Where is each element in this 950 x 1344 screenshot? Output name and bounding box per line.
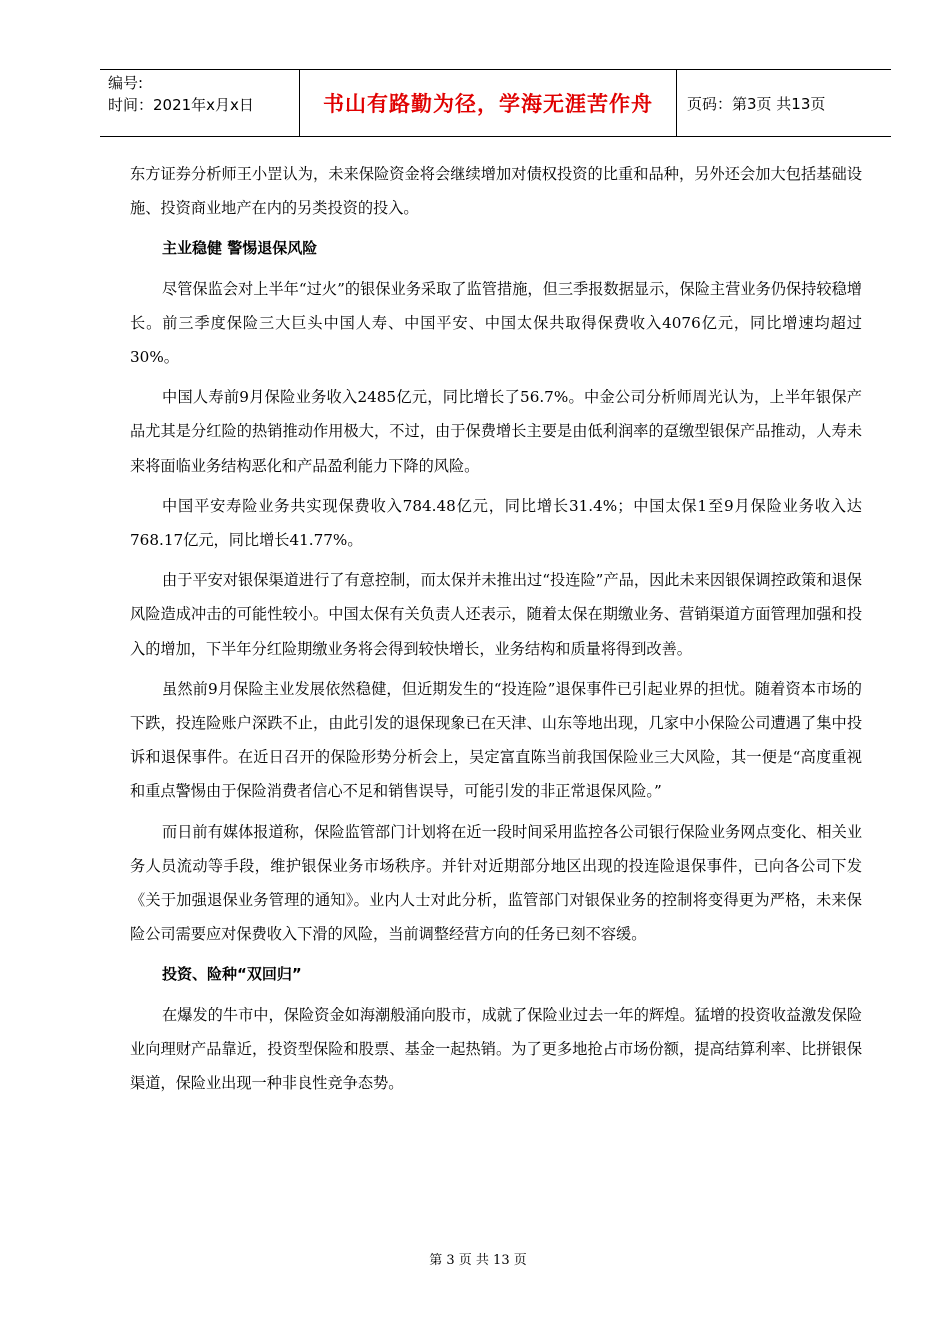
header-meta — [100, 70, 300, 136]
paragraph: 在爆发的牛市中，保险资金如海潮般涌向股市，成就了保险业过去一年的辉煌。猛增的投资收益激发保险业向理财产品靠近，投资型保险和股票、基金一起热销。为了更多地抢占市场份额，提高结算利率、比拼银保渠道，保险业出现一种非良性竞争态势。 — [130, 1005, 862, 1093]
document-body — [130, 157, 862, 1100]
header-page-cell — [677, 70, 891, 136]
paragraph: 由于平安对银保渠道进行了有意控制，而太保并未推出过“投连险”产品，因此未来因银保调控政策和退保风险造成冲击的可能性较小。中国太保有关负责人还表示，随着太保在期缴业务、营销渠道方面管理加强和投入的增加，下半年分红险期缴业务将会得到较快增长，业务结构和质量将得到改善。 — [130, 571, 862, 658]
paragraph: 东方证券分析师王小罡认为，未来保险资金将会继续增加对债权投资的比重和品种，另外还会加大包括基础设施、投资商业地产在内的另类投资的投入。 — [130, 165, 862, 218]
paragraph: 尽管保监会对上半年“过火”的银保业务采取了监管措施，但三季报数据显示，保险主营业务仍保持较稳增长。前三季度保险三大巨头中国人寿、中国平安、中国太保共取得保费收入4076亿元，同比增速均超过30%。 — [130, 279, 862, 367]
section-heading: 投资、险种“双回归” — [162, 965, 302, 984]
paragraph: 虽然前9月保险主业发展依然稳健，但近期发生的“投连险”退保事件已引起业界的担忧。随着资本市场的下跌，投连险账户深跌不止，由此引发的退保现象已在天津、山东等地出现，几家中小保险公司遭遇了集中投诉和退保事件。在近日召开的保险形势分析会上，吴定富直陈当前我国保险业三大风险，其一便是“高度重视和重点警惕由于保险消费者信心不足和销售误导，可能引发的非正常退保风险。” — [130, 679, 862, 801]
page-header — [100, 69, 891, 137]
paragraph: 中国平安寿险业务共实现保费收入784.48亿元，同比增长31.4%；中国太保1至9月保险业务收入达768.17亿元，同比增长41.77%。 — [130, 496, 862, 550]
header-motto: 书山有路勤为径，学海无涯苦作舟 — [323, 92, 653, 116]
page-footer — [0, 1249, 950, 1268]
paragraph: 而日前有媒体报道称，保险监管部门计划将在近一段时间采用监控各公司银行保险业务网点变化、相关业务人员流动等手段，维护银保业务市场秩序。并针对近期部分地区出现的投连险退保事件，已向各公司下发《关于加强退保业务管理的通知》。业内人士对此分析，监管部门对银保业务的控制将变得更为严格，未来保险公司需要应对保费收入下滑的风险，当前调整经营方向的任务已刻不容缓。 — [130, 822, 862, 944]
document-number-label: 编号: — [108, 74, 144, 92]
footer-page-number: 第 3 页 共 13 页 — [429, 1253, 527, 1268]
header-page-label: 页码：第3页 共13页 — [687, 94, 826, 113]
header-motto-cell — [300, 70, 677, 136]
paragraph: 中国人寿前9月保险业务收入2485亿元，同比增长了56.7%。中金公司分析师周光认为，上半年银保产品尤其是分红险的热销推动作用极大，不过，由于保费增长主要是由低利润率的趸缴型银保产品推动，人寿未来将面临业务结构恶化和产品盈利能力下降的风险。 — [130, 388, 862, 475]
section-heading: 主业稳健 警惕退保风险 — [162, 239, 318, 258]
document-time-label: 时间：2021年x月x日 — [108, 96, 254, 114]
